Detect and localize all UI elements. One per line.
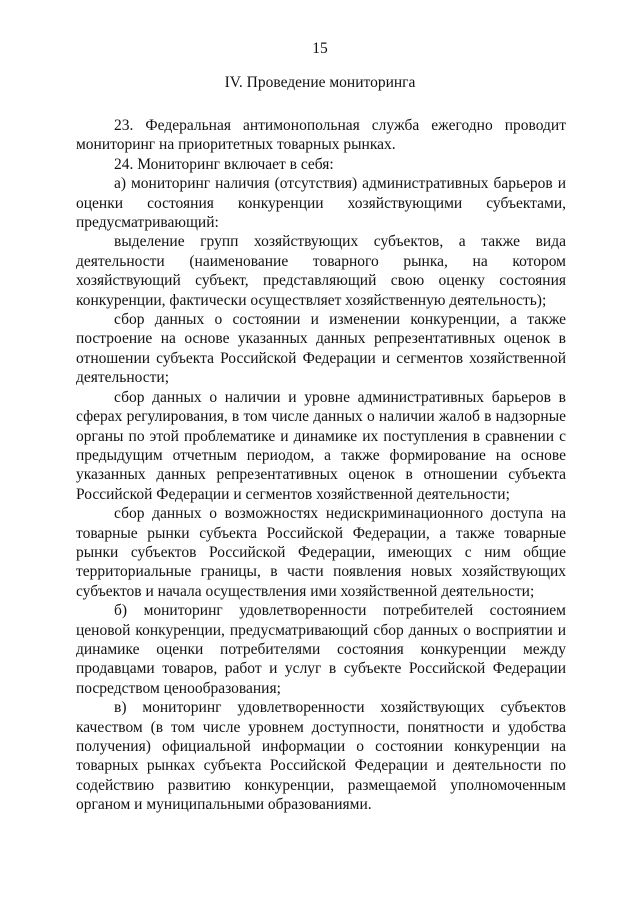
paragraph-23: 23. Федеральная антимонопольная служба ежегодно проводит мониторинг на приоритетных товарных рынках.: [76, 117, 566, 154]
page-number: 15: [312, 40, 328, 57]
paragraph-competition-data: сбор данных о состоянии и изменении конкуренции, а также построение на основе указанных данных репрезентативных оценок в отношении субъекта Российской Федерации и сегментов хозяйственной деятельности;: [76, 311, 566, 387]
section-title: IV. Проведение мониторинга: [224, 74, 416, 91]
paragraph-24a: а) мониторинг наличия (отсутствия) административных барьеров и оценки состояния конкуренции хозяйствующими субъектами, предусматривающий:: [76, 175, 566, 232]
paragraph-24: 24. Мониторинг включает в себя:: [114, 155, 334, 173]
paragraph-24v: в) мониторинг удовлетворенности хозяйствующих субъектов качеством (в том числе уровнем доступности, понятности и удобства получения) официальной информации о состоянии конкуренции на товарных рынках субъекта Российской Федерации и деятельности по содействию развитию конкуренции, размещаемой уполномоченным органом и муниципальными образованиями.: [76, 699, 566, 814]
document-body: [76, 116, 566, 815]
paragraph-admin-barriers-data: сбор данных о наличии и уровне административных барьеров в сферах регулирования, в том числе данных о наличии жалоб в надзорные органы по этой проблематике и динамике их поступления в сравнении с предыдущим отчетным периодом, а также формирование на основе указанных данных репрезентативных оценок в отношении субъекта Российской Федерации и сегментов хозяйственной деятельности;: [76, 388, 566, 503]
paragraph-24b: б) мониторинг удовлетворенности потребителей состоянием ценовой конкуренции, предусматривающий сбор данных о восприятии и динамике оценки потребителями состояния конкуренции между продавцами товаров, работ и услуг в субъекте Российской Федерации посредством ценообразования;: [76, 602, 566, 697]
paragraph-market-access-data: сбор данных о возможностях недискриминационного доступа на товарные рынки субъекта Российской Федерации, а также товарные рынки субъектов Российской Федерации, имеющих с ним общие территориальные границы, в части появления новых хозяйствующих субъектов и начала осуществления ими хозяйственной деятельности;: [76, 505, 566, 600]
paragraph-group-selection: выделение групп хозяйствующих субъектов, а также вида деятельности (наименование товарного рынка, на котором хозяйствующий субъект, представляющий свою оценку состояния конкуренции, фактически осуществляет хозяйственную деятельность);: [76, 233, 566, 309]
